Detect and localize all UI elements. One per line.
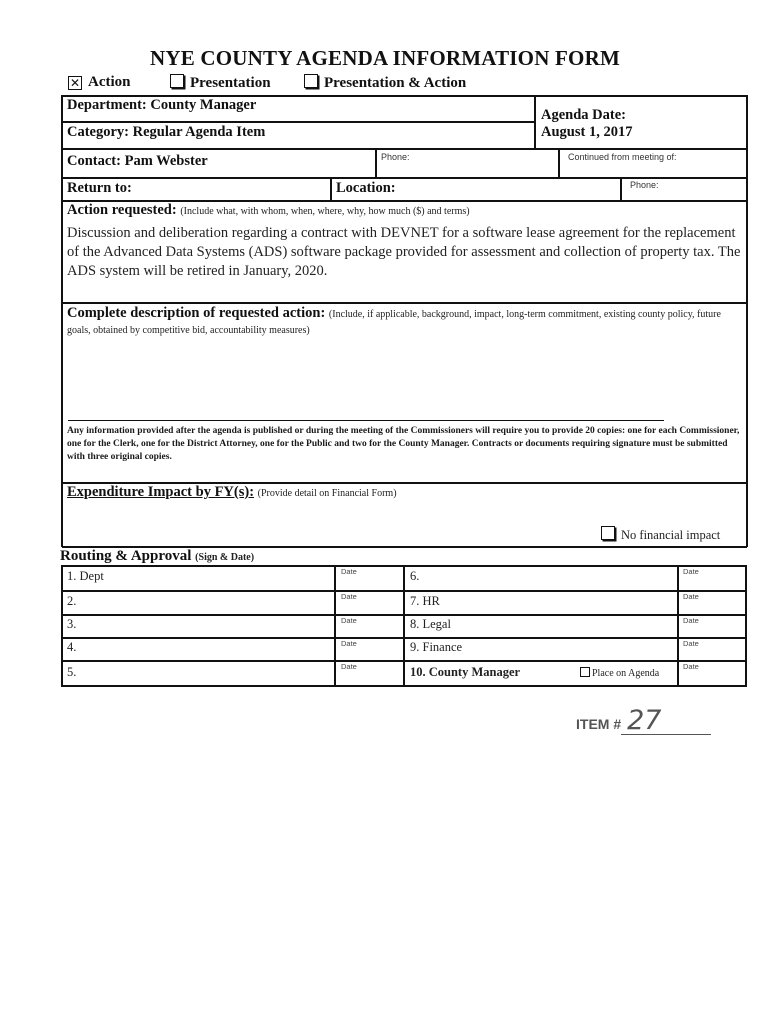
presentation-checkbox[interactable] — [170, 74, 184, 88]
no-financial-impact-label: No financial impact — [621, 528, 721, 542]
action-requested-hint: (Include what, with whom, when, where, why, how much ($) and terms) — [180, 206, 470, 217]
date-label: Date — [341, 639, 357, 648]
place-on-agenda-checkbox[interactable] — [580, 667, 590, 677]
phone2-label: Phone: — [630, 180, 659, 190]
routing-label: Routing & Approval — [60, 548, 192, 564]
action-requested-header — [67, 202, 470, 219]
continued-from-label: Continued from meeting of: — [568, 152, 677, 162]
date-label: Date — [341, 662, 357, 671]
routing-row-9[interactable]: 9. Finance — [410, 640, 463, 654]
item-number-value: 27 — [621, 708, 711, 735]
presentation-action-checkbox[interactable] — [304, 74, 318, 88]
phone-label: Phone: — [381, 152, 410, 162]
date-label: Date — [341, 616, 357, 625]
contact-value[interactable]: Pam Webster — [124, 153, 208, 169]
department-label: Department: — [67, 97, 147, 113]
routing-row-8[interactable]: 8. Legal — [410, 617, 451, 631]
category-label: Category: — [67, 124, 130, 140]
presentation-action-label: Presentation & Action — [324, 75, 467, 91]
action-checkbox[interactable]: ✕ — [69, 76, 81, 90]
place-on-agenda-label: Place on Agenda — [592, 668, 660, 679]
date-label: Date — [683, 567, 699, 576]
complete-description-hint: (Include, if applicable, background, impact, long-term commitment, existing county policy, future goals, obtained by competitive bid, accountability measures) — [67, 309, 721, 336]
action-requested-text[interactable]: Discussion and deliberation regarding a contract with DEVNET for a software lease agreement for the replacement of the Advanced Data Systems (ADS) software package provided for assessment and collection of property tax. The ADS system will be retired in January, 2020. — [67, 225, 741, 279]
routing-row-1[interactable]: 1. Dept — [67, 569, 104, 583]
routing-row-7[interactable]: 7. HR — [410, 594, 440, 608]
date-label: Date — [683, 616, 699, 625]
agenda-date-label: Agenda Date: — [541, 107, 626, 123]
date-label: Date — [683, 592, 699, 601]
presentation-action-option[interactable] — [304, 74, 466, 92]
item-number — [576, 705, 711, 736]
date-label: Date — [683, 639, 699, 648]
agenda-date-value[interactable]: August 1, 2017 — [541, 124, 633, 140]
routing-row-2[interactable]: 2. — [67, 594, 77, 608]
routing-row-4[interactable]: 4. — [67, 640, 77, 654]
department-field — [67, 97, 256, 114]
presentation-label: Presentation — [190, 75, 271, 91]
routing-row-5[interactable]: 5. — [67, 665, 77, 679]
place-on-agenda-option[interactable] — [580, 667, 659, 679]
expenditure-header — [67, 484, 397, 501]
action-requested-label: Action requested: — [67, 202, 177, 218]
return-to-label: Return to: — [67, 180, 132, 196]
no-financial-impact-option[interactable] — [601, 526, 720, 543]
copies-notice: Any information provided after the agenda is published or during the meeting of the Commissioners will require you to provide 20 copies: one for each Commissioner, one for the Clerk, one for the District Attorney, one for the Public and two for the County Manager. Contracts or documents requiring signature must be submitted with three original copies. — [67, 426, 740, 462]
location-label: Location: — [336, 180, 396, 196]
routing-hint: (Sign & Date) — [195, 552, 255, 563]
date-label: Date — [683, 662, 699, 671]
category-field — [67, 124, 265, 141]
routing-row-6[interactable]: 6. — [410, 569, 420, 583]
expenditure-label: Expenditure Impact by FY(s): — [67, 484, 255, 500]
routing-row-10[interactable]: 10. County Manager — [410, 665, 521, 679]
action-option[interactable] — [68, 74, 131, 91]
department-value[interactable]: County Manager — [150, 97, 257, 113]
routing-row-3[interactable]: 3. — [67, 617, 77, 631]
form-title: NYE COUNTY AGENDA INFORMATION FORM — [150, 46, 620, 70]
action-label: Action — [88, 74, 131, 90]
routing-header — [60, 548, 254, 565]
complete-description-header — [67, 306, 743, 338]
contact-field — [67, 153, 208, 170]
no-financial-impact-checkbox[interactable] — [601, 526, 615, 540]
presentation-option[interactable] — [170, 74, 271, 92]
date-label: Date — [341, 592, 357, 601]
item-number-label: ITEM # — [576, 716, 622, 732]
category-value[interactable]: Regular Agenda Item — [132, 124, 266, 140]
contact-label: Contact: — [67, 153, 121, 169]
expenditure-hint: (Provide detail on Financial Form) — [257, 488, 397, 499]
date-label: Date — [341, 567, 357, 576]
complete-description-label: Complete description of requested action: — [67, 305, 326, 321]
